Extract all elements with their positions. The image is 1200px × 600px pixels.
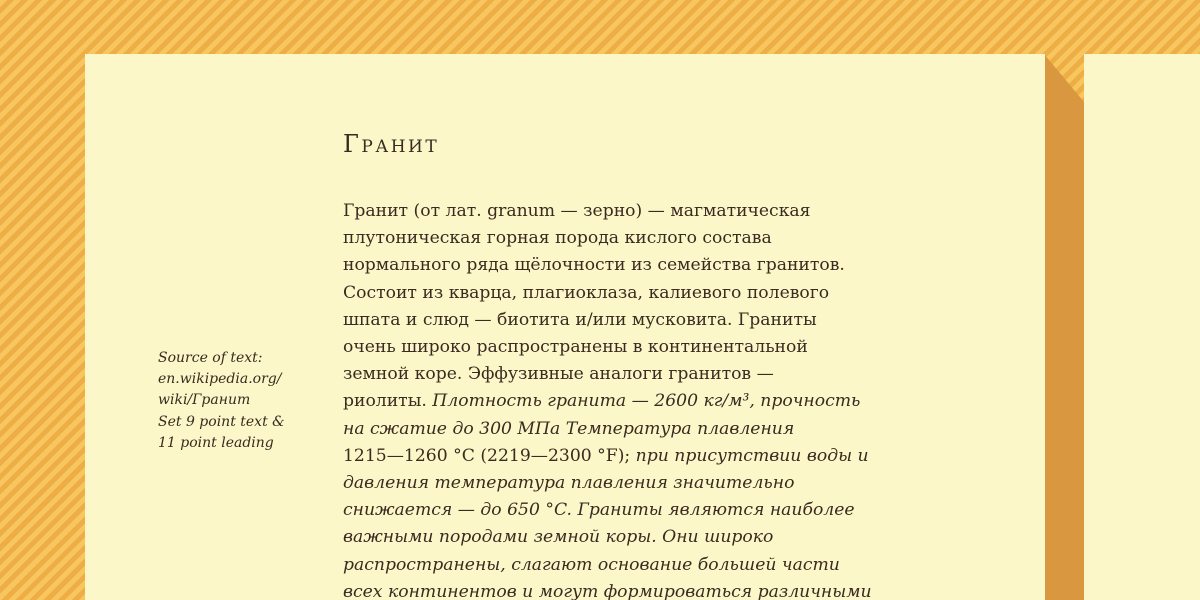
italic-run: давления температура плавления значительно [343, 473, 795, 494]
italic-run: важными породами земной коры. Они широко [343, 527, 774, 548]
italic-run: распространены, слагают основание большей части [343, 554, 840, 575]
sidenote [158, 348, 318, 454]
page [85, 54, 1045, 600]
body-line [343, 225, 983, 252]
body-line [343, 307, 983, 334]
text-run: Гранит (от лат. granum — зерно) — магматическая [343, 201, 811, 221]
italic-run: при присутствии воды и [635, 445, 869, 466]
italic-run: Плотность гранита — 2600 кг/м³, прочность [432, 391, 861, 412]
body-line [343, 198, 983, 225]
article-body [343, 198, 983, 600]
sidenote-line: wiki/Гранит [158, 392, 251, 409]
body-line [343, 280, 983, 307]
text-run: Состоит из кварца, плагиоклаза, калиевого полевого [343, 282, 830, 303]
body-line [343, 252, 983, 279]
body-line [343, 334, 983, 361]
text-run: земной коре. Эффузивные аналоги гранитов — [343, 364, 774, 385]
body-line [343, 443, 983, 470]
text-run: плутоническая горная порода кислого состава [343, 228, 772, 249]
italic-run: всех континентов и могут формироваться различными [343, 581, 872, 600]
text-run: нормального ряда щёлочности из семейства гранитов. [343, 255, 845, 276]
body-line [343, 579, 983, 600]
body-line [343, 416, 983, 443]
text-run: очень широко распространены в континентальной [343, 337, 808, 358]
italic-run: снижается — до 650 °C. [343, 500, 578, 521]
article-title: Гранит [343, 130, 440, 158]
text-run: 1215—1260 °C (2219—2300 °F); [343, 445, 636, 466]
body-line [343, 497, 983, 524]
body-line [343, 388, 983, 415]
body-line [343, 524, 983, 551]
sidenote-line: Source of text: [158, 350, 263, 366]
next-page [1084, 54, 1200, 600]
body-line [343, 361, 983, 388]
text-run: риолиты. [343, 391, 433, 412]
sidenote-line: en.wikipedia.org/ [158, 371, 282, 388]
sidenote-line: Set 9 point text & [158, 413, 285, 430]
body-line [343, 470, 983, 497]
text-run: шпата и слюд — биотита и/или мусковита. Граниты [343, 309, 817, 330]
italic-run: на сжатие до 300 МПа Температура плавления [343, 418, 795, 439]
sidenote-line: 11 point leading [158, 434, 274, 451]
body-line [343, 552, 983, 579]
italic-run: Граниты являются наиболее [577, 500, 855, 521]
